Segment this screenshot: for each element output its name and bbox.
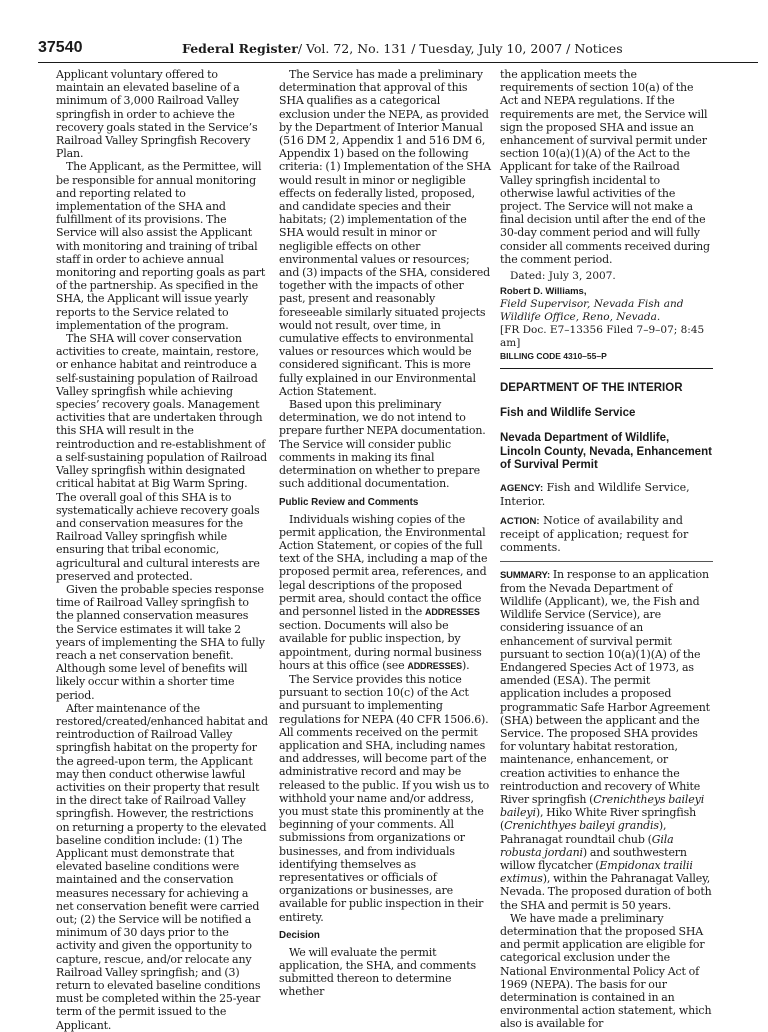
- text-run: ), Pahranagat roundtail chub (: [500, 819, 667, 846]
- paragraph: We will evaluate the permit application, the SHA, and comments submitted thereon to determine whether: [279, 945, 476, 999]
- section-heading-decision: Decision: [279, 929, 320, 941]
- page-header: [38, 38, 758, 60]
- paragraph: After maintenance of the restored/created/enhanced habitat and reintroduction of Railroad Valley springfish habitat on the property for the agreed-upon term, the Applicant may then conduct otherwise lawful activities on their property that result in the direct take of Railroad Valley springfish. However, the restrictions on returning a property to the elevated baseline condition include: (1) The Applicant must demonstrate that elevated baseline conditions were maintained and the conservation measures necessary for achieving a net conservation benefit were carried out; (2) the Service will be notified a minimum of 30 days prior to the activity and given the opportunity to capture, rescue, and/or relocate any Railroad Valley springfish; and (3) return to elevated baseline conditions must be completed within the 25-year term of the permit issued to the Applicant.: [56, 701, 268, 1032]
- text-run: In response to an application from the Nevada Department of Wildlife (Applicant), we, the Fish and Wildlife Service (Service), are considering issuance of an enhancement of survival permit pursuant to section 10(a)(1)(A) of the Endangered Species Act of 1973, as amended (ESA). The permit application includes a proposed programmatic Safe Harbor Agreement (SHA) between the applicant and the Service. The proposed SHA provides for voluntary habitat restoration, maintenance, enhancement, or creation activities to enhance the reintroduction and recovery of White River springfish (: [500, 567, 710, 807]
- agency-line: [500, 481, 713, 508]
- paragraph: The Service has made a preliminary determination that approval of this SHA qualifies as a categorical exclusion under the NEPA, as provided by the Department of Interior Manual (516 DM 2, Appendix 1 and 516 DM 6, Appendix 1) based on the following criteria: (1) Implementation of the SHA would result in minor or negligible effects on federally listed, proposed, and candidate species and their habitats; (2) implementation of the SHA would result in minor or negligible effects on other environmental values or resources; and (3) impacts of the SHA, considered together with the impacts of other past, present and reasonably foreseeable similarly situated projects would not result, over time, in cumulative effects to environmental values or resources which would be considered significant. This is more fully explained in our Environmental Action Statement.: [279, 68, 491, 398]
- text-run: ) and southwestern willow flycatcher (: [500, 845, 687, 873]
- text-run: Individuals wishing copies of the permit application, the Environmental Action Statement, or copies of the full text of the SHA, including a map of the proposed permit area, references, and legal descriptions of the proposed permit area, should contact the office and personnel listed in the: [279, 512, 488, 618]
- fr-doc-line: [FR Doc. E7–13356 Filed 7–9–07; 8:45 am]: [500, 324, 705, 350]
- column-1: [56, 68, 268, 1032]
- section-heading-public-review: Public Review and Comments: [279, 496, 419, 508]
- document-title: Nevada Department of Wildlife, Lincoln County, Nevada, Enhancement of Survival Permit: [500, 432, 712, 472]
- action-text: Notice of availability and receipt of application; request for comments.: [500, 513, 689, 555]
- agency-label: AGENCY:: [500, 482, 544, 494]
- paragraph: The Service provides this notice pursuant to section 10(c) of the Act and pursuant to implementing regulations for NEPA (40 CFR 1506.6). All comments received on the permit application and SHA, including names and addresses, will become part of the administrative record and may be released to the public. If you wish us to withhold your name and/or address, you must state this prominently at the beginning of your comments. All submissions from organizations or businesses, and from individuals identifying themselves as representatives or officials of organizations or businesses, are available for public inspection in their entirety.: [279, 672, 490, 924]
- billing-code: BILLING CODE 4310–55–P: [500, 351, 607, 362]
- header-rule: [38, 62, 758, 63]
- paragraph: the application meets the requirements of section 10(a) of the Act and NEPA regulations. If the requirements are met, the Service will sign the proposed SHA and issue an enhancement of survival permit under section 10(a)(1)(A) of the Act to the Applicant for take of the Railroad Valley springfish incidental to otherwise lawful activities of the project. The Service will not make a final decision until after the end of the 30-day comment period and will fully consider all comments received during the comment period.: [500, 68, 710, 266]
- summary-paragraph: [500, 568, 713, 912]
- dated-line: Dated: July 3, 2007.: [510, 270, 616, 283]
- paragraph: Based upon this preliminary determination, we do not intend to prepare further NEPA documentation. The Service will consider public comments in making its final determination on whether to prepare such additional documentation.: [279, 398, 486, 491]
- column-2: [279, 68, 491, 999]
- text-run: ), Hiko White River springfish (: [500, 806, 697, 833]
- page-number: 37540: [38, 39, 83, 56]
- signer-title: Field Supervisor, Nevada Fish and Wildlife Office, Reno, Nevada.: [500, 298, 684, 324]
- signer-name: Robert D. Williams,: [500, 286, 587, 298]
- text-run: section. Documents will also be available for public inspection, by appointment, during normal business hours at this office (see: [279, 619, 482, 672]
- paragraph: [279, 513, 491, 673]
- species-name: Gila robusta jordani: [500, 832, 674, 859]
- column-3: [500, 68, 713, 1031]
- agency-text: Fish and Wildlife Service, Interior.: [500, 480, 690, 508]
- text-run: ).: [462, 658, 470, 672]
- action-label: ACTION:: [500, 515, 540, 527]
- paragraph: Given the probable species response time of Railroad Valley springfish to the planned conservation measures the Service estimates it will take 2 years of implementing the SHA to fully reach a net conservation benefit. Although some level of benefits will likely occur within a shorter time period.: [56, 582, 265, 702]
- summary-label: SUMMARY:: [500, 569, 550, 581]
- issue-info: / Vol. 72, No. 131 / Tuesday, July 10, 2007 / Notices: [297, 41, 623, 56]
- addresses-reference: ADDRESSES: [425, 606, 480, 617]
- paragraph: The Applicant, as the Permittee, will be responsible for annual monitoring and reporting related to implementation of the SHA and fulfillment of its provisions. The Service will also assist the Applicant with monitoring and training of tribal staff in order to achieve annual monitoring and reporting goals as part of the partnership. As specified in the SHA, the Applicant will issue yearly reports to the Service related to implementation of the program.: [56, 160, 266, 332]
- summary-rule: [500, 561, 713, 562]
- paragraph: The SHA will cover conservation activities to create, maintain, restore, or enhance habitat and reintroduce a self-sustaining population of Railroad Valley springfish while achieving species’ recovery goals. Management activities that are undertaken through this SHA will result in the reintroduction and re-establishment of a self-sustaining population of Railroad Valley springfish within designated critical habitat at Big Warm Spring. The overall goal of this SHA is to systematically achieve recovery goals and conservation measures for the Railroad Valley springfish while ensuring that tribal economic, agricultural and cultural interests are preserved and protected.: [56, 332, 268, 583]
- running-header: [182, 40, 623, 58]
- department-heading: DEPARTMENT OF THE INTERIOR: [500, 382, 683, 395]
- addresses-reference: ADDRESSES: [407, 660, 463, 671]
- document-divider: [500, 368, 713, 369]
- species-name: Crenichthyes baileyi grandis: [504, 819, 659, 833]
- publication-name: Federal Register: [182, 41, 298, 56]
- paragraph: We have made a preliminary determination that the proposed SHA and permit application are eligible for categorical exclusion under the National Environmental Policy Act of 1969 (NEPA). The basis for our determination is contained in an environmental action statement, which also is available for: [500, 911, 712, 1031]
- paragraph: Applicant voluntary offered to maintain an elevated baseline of a minimum of 3,000 Railroad Valley springfish in order to achieve the recovery goals stated in the Service’s Railroad Valley Springfish Recovery Plan.: [56, 68, 258, 161]
- species-name: Crenichtheys baileyi baileyi: [500, 793, 705, 820]
- agency-heading: Fish and Wildlife Service: [500, 407, 636, 420]
- text-run: ), within the Pahranagat Valley, Nevada. The proposed duration of both the SHA and permit is 50 years.: [500, 872, 712, 912]
- species-name: Empidonax trailii extimus: [500, 859, 693, 886]
- action-line: [500, 514, 713, 555]
